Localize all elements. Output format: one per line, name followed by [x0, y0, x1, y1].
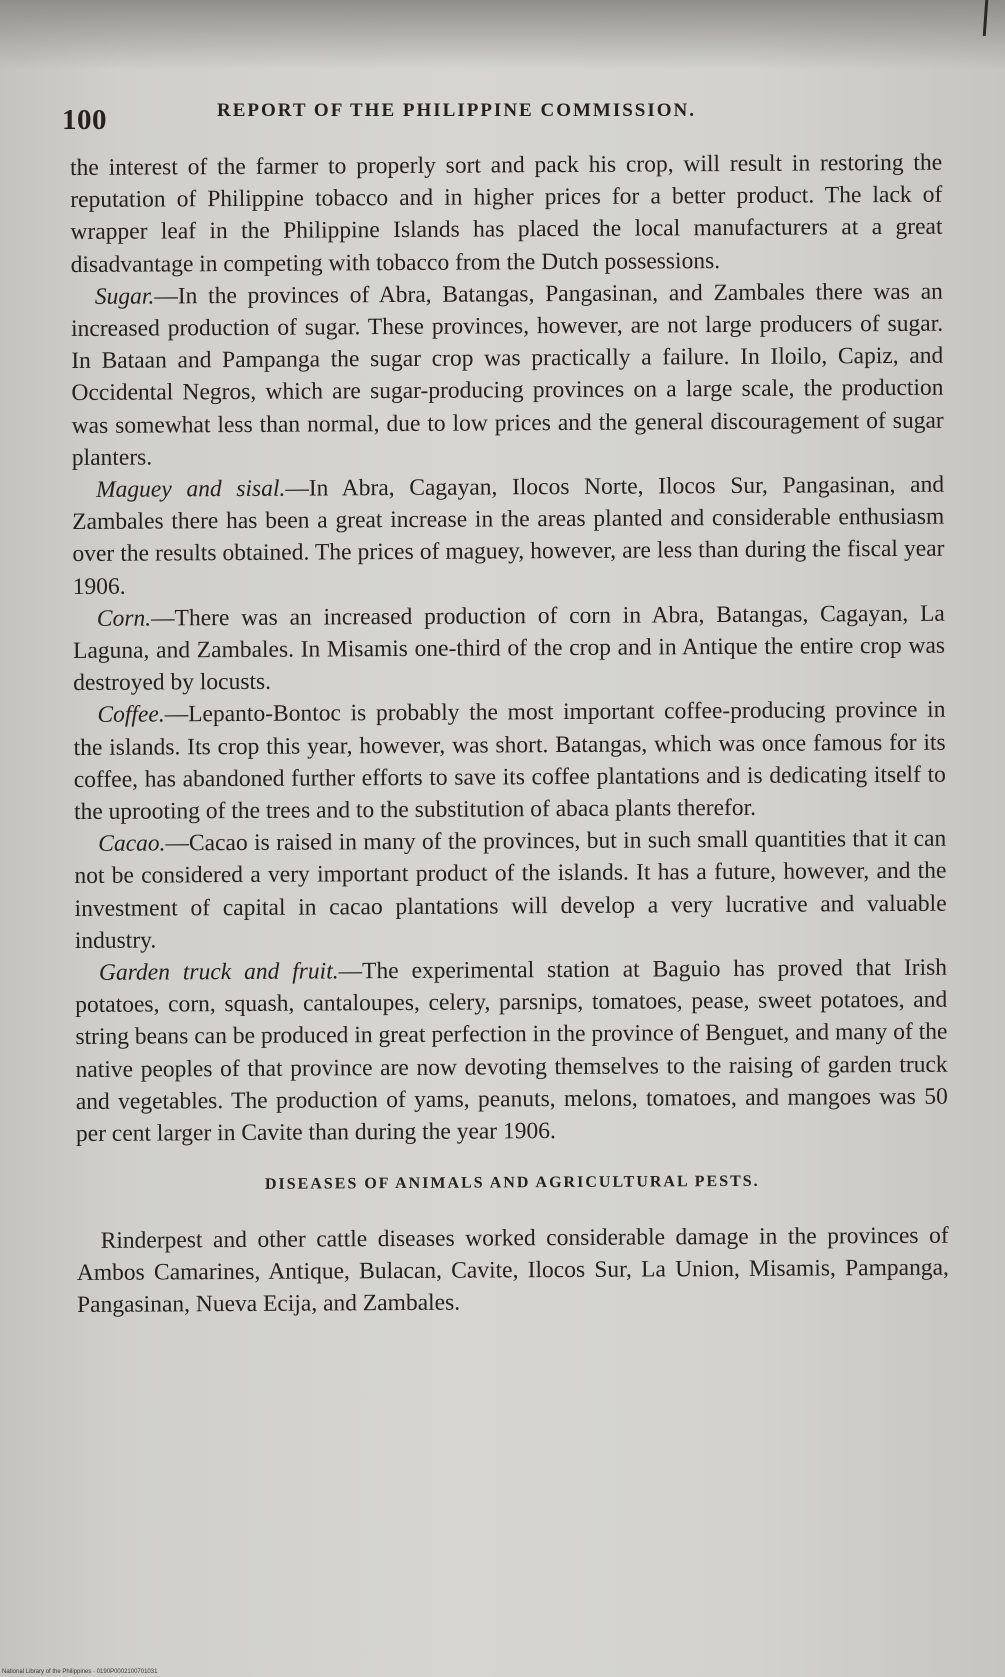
- paragraph-cacao: [74, 823, 947, 957]
- paragraph-sugar: [71, 275, 944, 474]
- paragraph-heading: Coffee.: [97, 701, 165, 729]
- paragraph-text: —There was an increased production of corn in Abra, Batangas, Cagayan, La Laguna, and Zambales. In Misamis one-third of the crop and in Antique the entire crop was destroyed by locusts.: [72, 600, 946, 697]
- paragraph-maguey: [72, 469, 945, 603]
- paragraph-text: —The experimental station at Baguio has proved that Irish potatoes, corn, squash, cantaloupes, celery, parsnips, tomatoes, pease, sweet potatoes, and string beans can be produced in great perfection in the province of Benguet, and many of the native peoples of that province are now devoting themselves to the raising of garden truck and vegetables. The production of yams, peanuts, melons, tomatoes, and mangoes was 50 per cent larger in Cavite than during the year 1906.: [75, 954, 948, 1148]
- paragraph-heading: Garden truck and fruit.: [98, 958, 339, 986]
- running-title: REPORT OF THE PHILIPPINE COMMISSION.: [217, 100, 697, 121]
- page-header: [62, 98, 942, 138]
- paragraph-text: the interest of the farmer to properly sort and pack his crop, will result in restoring the reputation of Philippine tobacco and in higher prices for a better product. The lack of wrapper leaf in the Philippine Islands has placed the local manufacturers at a great disadvantage in competing with tobacco from the Dutch possessions.: [70, 149, 943, 278]
- paragraph-rinderpest: Rinderpest and other cattle diseases worked considerable damage in the provinces of Ambos Camarines, Antique, Bulacan, Cavite, Ilocos Sur, La Union, Misamis, Pampanga, Pangasinan, Nueva Ecija, and Zambales.: [76, 1222, 949, 1318]
- paragraph-tobacco-continued: [70, 147, 943, 281]
- paragraph-corn: [73, 598, 946, 700]
- paragraph-text: —In the provinces of Abra, Batangas, Pangasinan, and Zambales there was an increased production of sugar. These provinces, however, are not large producers of sugar. In Bataan and Pampanga the sugar crop was practically a failure. In Iloilo, Capiz, and Occidental Negros, which are sugar-producing provinces on a large scale, the production was somewhat less than normal, due to low prices and the general discouragement of sugar planters.: [71, 278, 944, 471]
- paragraph-text: —Cacao is raised in many of the provinces, but in such small quantities that it can not be considered a very important product of the islands. It has a future, however, and the investment of capital in cacao plantations will develop a very lucrative and valuable industry.: [74, 825, 947, 954]
- paragraph-coffee: [73, 694, 946, 828]
- section-heading: DISEASES OF ANIMALS AND AGRICULTURAL PESTS.: [264, 1173, 760, 1194]
- paragraph-heading: Sugar.: [94, 283, 155, 310]
- paragraph-text: —Lepanto-Bontoc is probably the most important coffee-producing province in the islands. Its crop this year, however, was short. Batangas, which was once famous for its coffee, has abandoned further efforts to save its coffee plantations and is dedicating itself to the uprooting of the trees and to the substitution of abaca plants therefor.: [73, 697, 946, 826]
- top-shadow: [0, 0, 1005, 70]
- paragraph-text: —In Abra, Cagayan, Ilocos Norte, Ilocos Sur, Pangasinan, and Zambales there has been a great increase in the areas planted and considerable enthusiasm over the results obtained. The prices of maguey, however, are less than during the fiscal year 1906.: [72, 471, 945, 600]
- paragraph-heading: Cacao.: [98, 830, 166, 858]
- paragraph-garden-truck: [75, 952, 948, 1151]
- body-text: [70, 147, 949, 1321]
- paragraph-heading: Corn.: [96, 605, 152, 632]
- paragraph-heading: Maguey and sisal.: [95, 475, 286, 503]
- page-number: 100: [62, 104, 107, 136]
- scan-footer-note: National Library of the Philippines · 0190P0002100701031: [2, 1669, 158, 1675]
